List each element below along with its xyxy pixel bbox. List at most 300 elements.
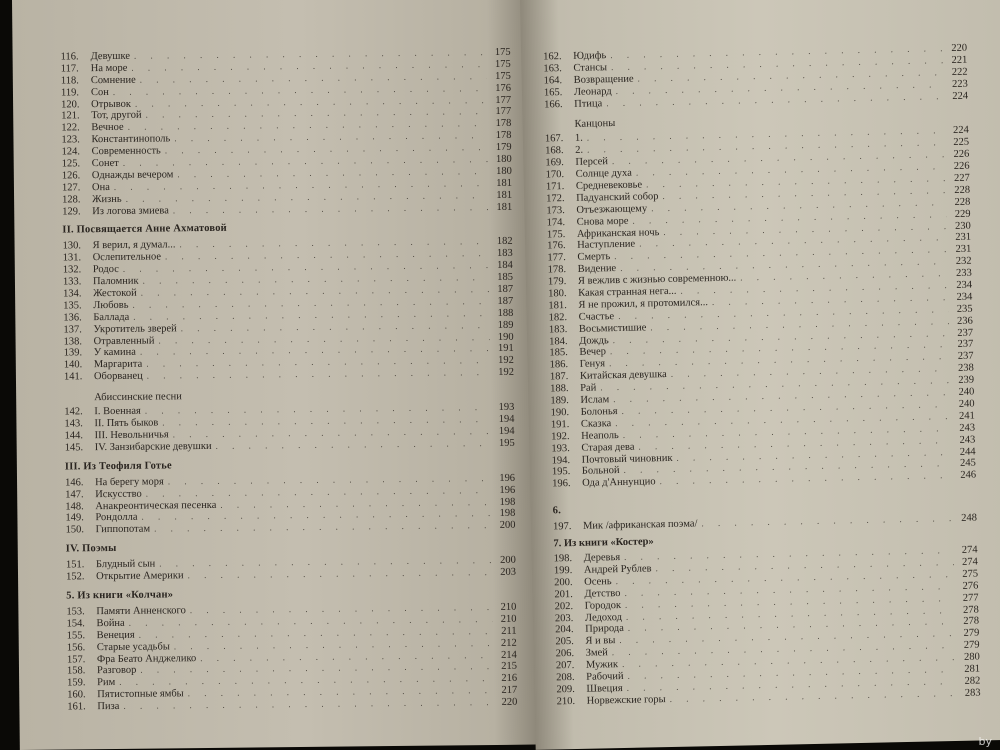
entry-page-number: 276 bbox=[962, 580, 979, 592]
entry-page-number: 237 bbox=[957, 350, 974, 363]
entry-page-number: 192 bbox=[497, 355, 514, 367]
entry-number: 150. bbox=[65, 524, 84, 536]
entry-title: Китайская девушка bbox=[579, 369, 667, 383]
entry-title: Ислам bbox=[580, 394, 610, 406]
entry-page-number: 203 bbox=[500, 566, 517, 578]
entry-number: 177. bbox=[547, 252, 566, 264]
subsection-heading: Канцоны bbox=[574, 118, 616, 131]
entry-number: 136. bbox=[63, 312, 82, 324]
left-page bbox=[12, 0, 536, 750]
entry-page-number: 225 bbox=[953, 136, 970, 149]
entry-number: 156. bbox=[66, 641, 86, 654]
entry-title: I. Военная bbox=[94, 405, 141, 418]
entry-title: Однажды вечером bbox=[91, 169, 174, 182]
entry-title: Ода д'Аннунцио bbox=[582, 476, 656, 490]
entry-number: 159. bbox=[67, 677, 86, 689]
entry-title: Венеция bbox=[96, 629, 135, 641]
entry-page-number: 190 bbox=[497, 331, 514, 343]
entry-page-number: 220 bbox=[951, 42, 968, 54]
entry-number: 203. bbox=[554, 612, 574, 624]
entry-number: 132. bbox=[62, 264, 82, 276]
entry-title: Птица bbox=[574, 97, 603, 110]
entry-page-number: 192 bbox=[498, 367, 514, 379]
entry-page-number: 185 bbox=[497, 271, 513, 284]
entry-number: 210. bbox=[556, 695, 576, 708]
entry-number: 157. bbox=[66, 653, 86, 665]
entry-number: 192. bbox=[551, 430, 570, 443]
entry-title: Рим bbox=[97, 677, 116, 689]
dot-leader bbox=[147, 367, 490, 382]
entry-title: Осень bbox=[584, 576, 612, 588]
toc-block bbox=[545, 125, 976, 491]
entry-page-number: 237 bbox=[957, 327, 974, 339]
entry-title: Персей bbox=[575, 156, 609, 169]
toc-block bbox=[61, 47, 513, 218]
entry-title: Девушке bbox=[90, 50, 131, 63]
entry-title: Стансы bbox=[573, 62, 608, 74]
entry-page-number: 210 bbox=[500, 601, 517, 613]
entry-number: 199. bbox=[553, 564, 573, 577]
entry-title: Почтовый чиновник bbox=[581, 452, 673, 466]
entry-number: 130. bbox=[62, 240, 82, 252]
entry-page-number: 228 bbox=[954, 184, 971, 196]
entry-page-number: 223 bbox=[951, 78, 968, 90]
entry-page-number: 175 bbox=[495, 70, 511, 82]
entry-number: 123. bbox=[61, 134, 80, 146]
entry-page-number: 279 bbox=[963, 627, 980, 640]
entry-title: Разговор bbox=[96, 665, 137, 677]
entry-title: Блудный сын bbox=[95, 558, 156, 571]
entry-page-number: 227 bbox=[953, 172, 970, 184]
entry-number: 151. bbox=[65, 559, 85, 571]
entry-page-number: 248 bbox=[961, 512, 978, 525]
entry-number: 174. bbox=[546, 216, 566, 229]
entry-page-number: 175 bbox=[494, 46, 511, 58]
entry-title: Ослепительное bbox=[92, 251, 162, 264]
entry-page-number: 194 bbox=[498, 425, 515, 437]
entry-page-number: 216 bbox=[501, 673, 518, 685]
entry-title: Отъезжающему bbox=[576, 203, 648, 216]
entry-number: 189. bbox=[550, 395, 569, 407]
entry-title: II. Пять быков bbox=[94, 417, 159, 430]
entry-page-number: 243 bbox=[959, 434, 976, 446]
entry-title: Жизнь bbox=[92, 193, 122, 205]
entry-number: 145. bbox=[64, 442, 84, 454]
entry-number: 205. bbox=[555, 636, 574, 648]
entry-number: 198. bbox=[553, 553, 573, 565]
entry-page-number: 245 bbox=[959, 457, 976, 470]
entry-page-number: 277 bbox=[962, 592, 979, 604]
entry-title: Из логова змиева bbox=[92, 204, 169, 217]
entry-number: 195. bbox=[551, 466, 571, 478]
entry-title: Фра Беато Анджелико bbox=[96, 652, 197, 665]
entry-number: 144. bbox=[64, 430, 83, 442]
entry-number: 171. bbox=[545, 181, 565, 193]
entry-page-number: 241 bbox=[958, 410, 975, 422]
entry-title: Гиппопотам bbox=[95, 523, 151, 536]
entry-title: Городок bbox=[584, 599, 622, 612]
entry-page-number: 181 bbox=[496, 177, 513, 189]
entry-number: 178. bbox=[547, 264, 567, 276]
entry-number: 173. bbox=[546, 204, 565, 217]
entry-number: 131. bbox=[62, 252, 82, 264]
entry-title: Памяти Анненского bbox=[96, 605, 186, 618]
entry-number: 149. bbox=[65, 512, 84, 524]
entry-page-number: 226 bbox=[953, 148, 970, 161]
entry-page-number: 178 bbox=[495, 118, 512, 130]
entry-page-number: 229 bbox=[954, 208, 971, 220]
toc-block bbox=[554, 545, 981, 708]
watermark: by bbox=[978, 735, 992, 748]
entry-number: 147. bbox=[65, 488, 84, 501]
entry-number: 169. bbox=[545, 157, 564, 169]
entry-title: Мужик bbox=[585, 659, 619, 671]
entry-page-number: 183 bbox=[496, 248, 513, 260]
toc-block bbox=[66, 555, 516, 583]
entry-title: У камина bbox=[93, 347, 136, 359]
entry-page-number: 196 bbox=[499, 472, 516, 484]
dot-leader bbox=[701, 513, 953, 530]
dot-leader bbox=[123, 697, 493, 713]
entry-title: Норвежские горы bbox=[586, 693, 666, 707]
entry-number: 135. bbox=[63, 300, 82, 312]
entry-title: Счастье bbox=[578, 310, 615, 323]
entry-title: Леонард bbox=[573, 85, 612, 98]
entry-title: Ледоход bbox=[584, 611, 623, 624]
entry-title: Анакреонтическая песенка bbox=[95, 499, 217, 512]
entry-title: Паломник bbox=[92, 275, 139, 288]
entry-page-number: 240 bbox=[958, 398, 975, 410]
entry-number: 200. bbox=[554, 576, 573, 589]
entry-number: 166. bbox=[544, 98, 563, 111]
entry-title: 1. bbox=[574, 133, 583, 145]
entry-page-number: 188 bbox=[497, 307, 514, 319]
entry-title: Средневековье bbox=[575, 179, 643, 192]
entry-number: 165. bbox=[543, 86, 563, 99]
entry-title: Генуя bbox=[579, 358, 606, 371]
entry-title: Пиза bbox=[97, 700, 120, 713]
entry-number: 142. bbox=[64, 406, 83, 418]
entry-title: Какая странная нега... bbox=[578, 285, 677, 299]
entry-title: Пятистопные ямбы bbox=[97, 688, 184, 701]
entry-number: 134. bbox=[63, 288, 82, 300]
entry-page-number: 231 bbox=[955, 232, 972, 244]
entry-page-number: 228 bbox=[954, 196, 971, 208]
entry-page-number: 222 bbox=[951, 66, 968, 78]
entry-page-number: 236 bbox=[956, 315, 973, 327]
entry-page-number: 217 bbox=[501, 684, 518, 697]
entry-title: Я не прожил, я протомился... bbox=[578, 297, 709, 311]
entry-title: На море bbox=[90, 62, 128, 75]
right-page bbox=[520, 0, 1000, 750]
section-heading: 5. Из книги «Колчан» bbox=[66, 589, 174, 602]
entry-page-number: 230 bbox=[954, 220, 971, 232]
entry-title: На берегу моря bbox=[94, 476, 164, 488]
entry-page-number: 181 bbox=[496, 189, 513, 201]
entry-title: Падуанский собор bbox=[576, 191, 659, 204]
entry-title: Она bbox=[91, 181, 110, 193]
entry-number: 139. bbox=[63, 347, 83, 359]
entry-title: Укротитель зверей bbox=[93, 322, 177, 335]
entry-number: 176. bbox=[547, 240, 566, 252]
entry-page-number: 211 bbox=[501, 625, 517, 637]
entry-number: 186. bbox=[549, 359, 569, 371]
entry-number: 194. bbox=[551, 454, 571, 466]
entry-title: Рай bbox=[580, 382, 597, 394]
toc-block bbox=[66, 602, 517, 714]
dot-leader bbox=[154, 520, 492, 535]
entry-page-number: 224 bbox=[952, 125, 969, 137]
entry-page-number: 234 bbox=[956, 291, 973, 303]
entry-number: 129. bbox=[62, 205, 81, 218]
entry-title: Солнце духа bbox=[575, 167, 633, 180]
toc-block bbox=[64, 402, 514, 454]
entry-page-number: 233 bbox=[955, 267, 972, 280]
entry-number: 119. bbox=[60, 86, 80, 99]
entry-number: 193. bbox=[551, 442, 570, 455]
entry-number: 182. bbox=[548, 311, 568, 324]
entry-title: Константинополь bbox=[91, 133, 171, 146]
entry-page-number: 200 bbox=[499, 520, 516, 532]
entry-page-number: 187 bbox=[497, 295, 514, 307]
dot-leader bbox=[188, 567, 493, 582]
entry-page-number: 275 bbox=[962, 568, 979, 580]
entry-page-number: 198 bbox=[499, 496, 516, 508]
entry-page-number: 214 bbox=[501, 649, 517, 661]
entry-page-number: 283 bbox=[964, 687, 981, 699]
entry-number: 185. bbox=[549, 347, 568, 359]
section-heading: IV. Поэмы bbox=[65, 543, 117, 555]
entry-title: III. Невольничья bbox=[94, 429, 169, 442]
entry-page-number: 231 bbox=[955, 243, 972, 256]
entry-number: 161. bbox=[67, 701, 86, 713]
entry-title: Деревья bbox=[583, 552, 621, 564]
entry-page-number: 177 bbox=[495, 94, 512, 106]
entry-title: Сонет bbox=[91, 157, 119, 170]
entry-number: 196. bbox=[552, 478, 571, 490]
entry-number: 190. bbox=[550, 407, 570, 419]
entry-number: 148. bbox=[65, 500, 84, 512]
toc-block bbox=[543, 43, 968, 111]
entry-title: Наступление bbox=[577, 239, 636, 252]
entry-title: Сказка bbox=[580, 418, 612, 430]
entry-number: 117. bbox=[60, 63, 79, 75]
entry-title: Любовь bbox=[93, 299, 129, 312]
entry-title: Сон bbox=[90, 86, 109, 98]
entry-page-number: 240 bbox=[958, 386, 975, 398]
entry-page-number: 177 bbox=[495, 106, 512, 118]
entry-page-number: 280 bbox=[964, 651, 980, 663]
entry-page-number: 215 bbox=[501, 661, 518, 673]
entry-title: Отрывок bbox=[91, 98, 131, 110]
entry-number: 209. bbox=[556, 683, 575, 696]
entry-number: 202. bbox=[554, 600, 574, 613]
entry-title: Отравленный bbox=[93, 335, 155, 347]
entry-title: Африканская ночь bbox=[576, 226, 660, 240]
entry-title: Современность bbox=[91, 145, 161, 158]
entry-page-number: 234 bbox=[956, 279, 973, 291]
entry-page-number: 274 bbox=[962, 556, 978, 568]
entry-number: 158. bbox=[66, 665, 86, 677]
section-heading: II. Посвящается Анне Ахматовой bbox=[62, 223, 227, 236]
entry-page-number: 194 bbox=[498, 413, 515, 425]
toc-block bbox=[63, 236, 514, 383]
entry-number: 155. bbox=[66, 630, 86, 642]
entry-number: 197. bbox=[552, 521, 572, 533]
entry-title: Я и вы bbox=[585, 635, 616, 648]
entry-number: 153. bbox=[66, 606, 85, 618]
dot-leader bbox=[173, 202, 488, 217]
entry-title: Оборванец bbox=[93, 370, 143, 383]
entry-title: Старая дева bbox=[581, 441, 635, 454]
entry-page-number: 235 bbox=[956, 303, 973, 315]
entry-number: 133. bbox=[62, 276, 82, 288]
entry-number: 138. bbox=[63, 335, 83, 348]
entry-number: 167. bbox=[544, 133, 564, 145]
entry-title: Смерть bbox=[577, 251, 611, 264]
entry-title: Сомнение bbox=[90, 74, 136, 86]
entry-page-number: 246 bbox=[960, 469, 977, 482]
entry-number: 187. bbox=[549, 371, 569, 383]
entry-number: 170. bbox=[545, 169, 565, 181]
entry-title: Открытие Америки bbox=[95, 570, 184, 583]
entry-title: Мик /африканская поэма/ bbox=[582, 518, 698, 532]
entry-page-number: 187 bbox=[497, 283, 514, 295]
entry-page-number: 224 bbox=[952, 90, 969, 102]
entry-number: 152. bbox=[65, 571, 85, 583]
entry-title: Детство bbox=[584, 587, 621, 600]
entry-number: 207. bbox=[555, 660, 575, 672]
entry-number: 191. bbox=[550, 418, 570, 431]
entry-page-number: 220 bbox=[501, 696, 518, 708]
entry-title: Видение bbox=[577, 263, 617, 276]
entry-number: 137. bbox=[63, 323, 82, 336]
entry-title: Андрей Рублев bbox=[583, 563, 652, 576]
entry-number: 184. bbox=[549, 335, 568, 348]
entry-title: IV. Занзибарские девушки bbox=[94, 440, 212, 453]
entry-number: 121. bbox=[61, 110, 80, 122]
entry-page-number: 237 bbox=[957, 339, 974, 351]
entry-title: Возвращение bbox=[573, 73, 634, 86]
entry-title: Болонья bbox=[580, 405, 618, 418]
entry-page-number: 176 bbox=[495, 82, 512, 94]
entry-title: Природа bbox=[585, 623, 624, 636]
entry-number: 181. bbox=[548, 300, 567, 312]
entry-title: Маргарита bbox=[93, 359, 143, 371]
entry-title: Юдифь bbox=[573, 50, 607, 62]
entry-number: 175. bbox=[546, 228, 566, 241]
entry-title: Я верил, я думал... bbox=[92, 239, 176, 252]
entry-title: Восьмистишие bbox=[578, 322, 647, 335]
entry-number: 122. bbox=[61, 122, 80, 134]
entry-number: 168. bbox=[545, 145, 564, 157]
entry-page-number: 239 bbox=[958, 374, 975, 387]
entry-page-number: 179 bbox=[495, 141, 512, 154]
entry-number: 116. bbox=[60, 51, 79, 63]
entry-page-number: 181 bbox=[496, 201, 513, 213]
entry-title: Дождь bbox=[579, 334, 609, 347]
entry-page-number: 281 bbox=[964, 663, 981, 675]
entry-page-number: 196 bbox=[499, 484, 516, 496]
entry-title: Снова море bbox=[576, 215, 629, 228]
entry-number: 143. bbox=[64, 418, 83, 430]
entry-title: Швеция bbox=[586, 682, 623, 695]
entry-title: Жестокой bbox=[93, 287, 137, 300]
entry-page-number: 244 bbox=[959, 446, 976, 458]
entry-page-number: 200 bbox=[500, 554, 516, 567]
entry-page-number: 232 bbox=[955, 255, 972, 268]
entry-number: 164. bbox=[543, 74, 563, 87]
entry-number: 128. bbox=[62, 193, 81, 206]
entry-number: 160. bbox=[67, 689, 86, 701]
entry-page-number: 212 bbox=[500, 637, 517, 649]
entry-title: Больной bbox=[581, 465, 620, 478]
entry-title: Змей bbox=[585, 647, 608, 659]
entry-title: Тот, другой bbox=[91, 110, 142, 122]
entry-number: 201. bbox=[554, 588, 573, 601]
entry-page-number: 189 bbox=[497, 319, 514, 331]
entry-number: 141. bbox=[63, 371, 83, 383]
entry-number: 204. bbox=[555, 624, 574, 636]
entry-page-number: 184 bbox=[497, 260, 513, 272]
entry-title: Я вежлив с жизнью современною... bbox=[577, 272, 737, 287]
entry-number: 208. bbox=[556, 671, 575, 684]
entry-number: 163. bbox=[543, 63, 562, 75]
subsection-heading: Абиссинские песни bbox=[94, 391, 182, 404]
entry-number: 180. bbox=[548, 288, 567, 300]
toc-block bbox=[65, 472, 516, 536]
entry-title: Рондолла bbox=[95, 512, 138, 524]
entry-number: 127. bbox=[61, 182, 81, 194]
entry-title: Война bbox=[96, 617, 125, 629]
entry-number: 146. bbox=[64, 476, 84, 489]
entry-title: Баллада bbox=[93, 311, 130, 323]
entry-page-number: 274 bbox=[961, 544, 978, 556]
entry-number: 183. bbox=[548, 323, 568, 336]
entry-page-number: 175 bbox=[494, 58, 511, 70]
entry-number: 140. bbox=[63, 359, 83, 371]
section-heading: 7. Из книги «Костер» bbox=[553, 536, 654, 550]
entry-page-number: 178 bbox=[495, 130, 512, 142]
section-heading: III. Из Теофиля Готье bbox=[64, 460, 172, 473]
entry-page-number: 182 bbox=[496, 236, 513, 248]
entry-title: Вечер bbox=[579, 346, 607, 359]
entry-page-number: 238 bbox=[957, 362, 974, 375]
entry-number: 125. bbox=[61, 158, 81, 170]
entry-page-number: 226 bbox=[953, 160, 970, 173]
entry-title: Рабочий bbox=[586, 670, 624, 683]
entry-page-number: 180 bbox=[495, 153, 512, 165]
entry-page-number: 243 bbox=[959, 422, 976, 434]
entry-page-number: 221 bbox=[951, 54, 968, 66]
entry-title: Искусство bbox=[95, 488, 142, 500]
entry-number: 126. bbox=[61, 170, 81, 182]
entry-number: 118. bbox=[60, 75, 79, 87]
dot-leader bbox=[215, 438, 490, 453]
entry-page-number: 278 bbox=[963, 615, 980, 628]
entry-number: 172. bbox=[546, 193, 565, 205]
section-heading: 6. bbox=[552, 505, 562, 517]
entry-title: Неаполь bbox=[581, 429, 619, 442]
entry-page-number: 278 bbox=[963, 604, 979, 616]
entry-title: Старые усадьбы bbox=[96, 641, 170, 653]
entry-page-number: 195 bbox=[498, 437, 515, 449]
entry-number: 188. bbox=[550, 383, 569, 395]
entry-number: 179. bbox=[547, 276, 567, 288]
entry-number: 162. bbox=[543, 51, 562, 63]
entry-page-number: 180 bbox=[496, 165, 512, 177]
entry-number: 124. bbox=[61, 146, 81, 158]
